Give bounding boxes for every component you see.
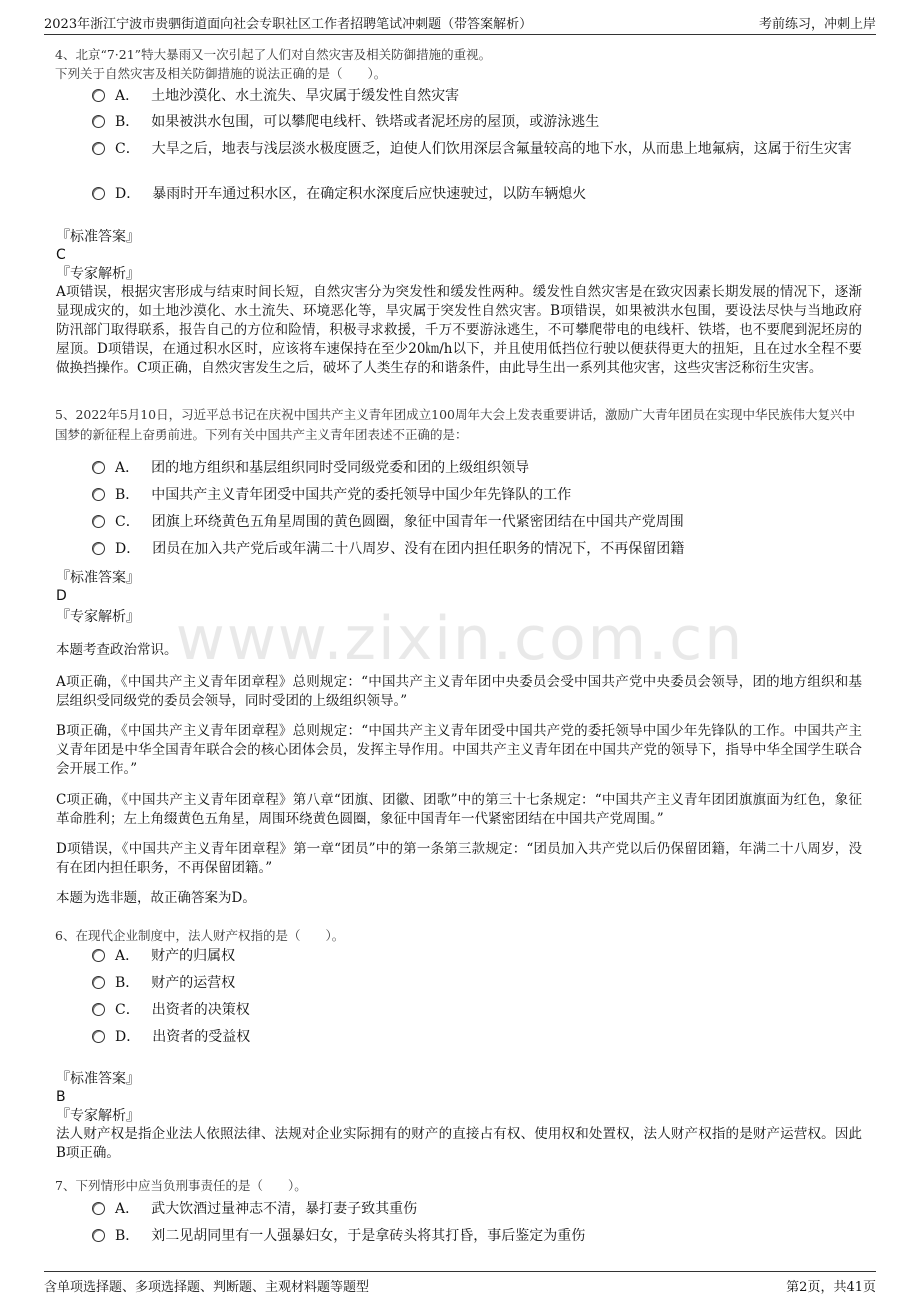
option-letter: B．	[115, 114, 140, 130]
radio-icon[interactable]	[92, 488, 105, 501]
option-text: 武大饮酒过量神志不清，暴打妻子致其重伤	[151, 1201, 418, 1217]
radio-icon[interactable]	[92, 976, 105, 989]
radio-icon[interactable]	[92, 1030, 105, 1043]
q4-analysis-label: 『专家解析』	[56, 266, 140, 282]
q7-option-a[interactable]	[92, 1196, 867, 1222]
q4-answer-label: 『标准答案』	[56, 229, 140, 245]
option-text: 大旱之后，地表与浅层淡水极度匮乏，迫使人们饮用深层含氟量较高的地下水，从而患上地氟病，这属于衍生灾害	[151, 141, 852, 157]
option-text: 团的地方组织和基层组织同时受同级党委和团的上级组织领导	[151, 460, 530, 476]
q6-answer: B	[56, 1089, 66, 1105]
option-letter: D．	[115, 186, 141, 202]
q4-answer: C	[56, 247, 66, 263]
q5-analysis-label: 『专家解析』	[56, 609, 140, 625]
radio-icon[interactable]	[92, 142, 105, 155]
option-text: 土地沙漠化、水土流失、旱灾属于缓发性自然灾害	[151, 88, 460, 104]
q6-answer-label: 『标准答案』	[56, 1071, 140, 1087]
q5-analysis-conclusion: 本题为选非题，故正确答案为D。	[56, 890, 256, 906]
option-text: 财产的运营权	[151, 975, 236, 991]
q4-option-b[interactable]	[92, 109, 867, 135]
page-footer	[44, 1271, 876, 1296]
option-text: 暴雨时开车通过积水区，在确定积水深度后应快速驶过，以防车辆熄火	[152, 186, 587, 202]
q5-stem: 5、2022年5月10日，习近平总书记在庆祝中国共产主义青年团成立100周年大会上发表重要讲话，激励广大青年团员在实现中华民族伟大复兴中国梦的新征程上奋勇前进。下列有关中国共产主义青年团表述不正确的是：	[55, 407, 855, 442]
page-number: 第2页，共41页	[786, 1280, 876, 1295]
option-text: 团员在加入共产党后或年满二十八周岁、没有在团内担任职务的情况下，不再保留团籍	[152, 541, 685, 557]
q4-stem-line1: 4、北京“7·21”特大暴雨又一次引起了人们对自然灾害及相关防御措施的重视。	[55, 47, 492, 62]
option-letter: A．	[115, 460, 140, 476]
q5-option-c[interactable]	[92, 509, 867, 535]
header-title: 2023年浙江宁波市贵驷街道面向社会专职社区工作者招聘笔试冲刺题（带答案解析）	[44, 17, 533, 32]
q6-option-b[interactable]	[92, 970, 867, 996]
radio-icon[interactable]	[92, 1003, 105, 1016]
q5-analysis-a: A项正确，《中国共产主义青年团章程》总则规定：“中国共产主义青年团中央委员会受中国共产党中央委员会领导，团的地方组织和基层组织受同级党的委员会领导，同时受团的上级组织领导。”	[56, 674, 862, 709]
option-letter: A．	[115, 1201, 140, 1217]
q6-analysis-label: 『专家解析』	[56, 1108, 140, 1124]
q6-option-c[interactable]	[92, 997, 867, 1023]
q5-analysis-intro: 本题考查政治常识。	[56, 642, 178, 658]
option-letter: D．	[115, 541, 141, 557]
radio-icon[interactable]	[92, 1229, 105, 1242]
q5-analysis-d: D项错误，《中国共产主义青年团章程》第一章“团员”中的第一条第三款规定：“团员加入共产党以后仍保留团籍，年满二十八周岁，没有在团内担任职务，不再保留团籍。”	[56, 841, 862, 876]
option-letter: B．	[115, 1228, 140, 1244]
q4-option-a[interactable]	[92, 83, 867, 109]
q6-option-d[interactable]	[92, 1024, 867, 1050]
radio-icon[interactable]	[92, 115, 105, 128]
radio-icon[interactable]	[92, 461, 105, 474]
option-letter: B．	[115, 975, 140, 991]
q5-answer: D	[56, 588, 67, 604]
radio-icon[interactable]	[92, 1202, 105, 1215]
watermark: www.zixin.com.cn	[175, 604, 745, 674]
q6-stem: 6、在现代企业制度中，法人财产权指的是（ ）。	[55, 928, 345, 943]
radio-icon[interactable]	[92, 187, 105, 200]
option-text: 财产的归属权	[151, 948, 236, 964]
option-letter: C．	[115, 1002, 140, 1018]
option-letter: A．	[115, 88, 140, 104]
q4-stem-line2: 下列关于自然灾害及相关防御措施的说法正确的是（ ）。	[55, 66, 387, 81]
q4-analysis: A项错误，根据灾害形成与结束时间长短，自然灾害分为突发性和缓发性两种。缓发性自然灾害是在致灾因素长期发展的情况下，逐渐显现成灾的，如土地沙漠化、水土流失、环境恶化等，旱灾属于突发性自然灾害。B项错误，如果被洪水包围，要设法尽快与当地政府防汛部门取得联系，报告自己的方位和险情，积极寻求救援，千万不要游泳逃生，不可攀爬带电的电线杆、铁塔，也不要爬到泥坯房的屋顶。D项错误，在通过积水区时，应该将车速保持在至少20㎞/h以下，并且使用低挡位行驶以便获得更大的扭矩，且在过水全程不要做换挡操作。C项正确，自然灾害发生之后，破坏了人类生存的和谐条件，由此导生出一系列其他灾害，这些灾害泛称衍生灾害。	[56, 284, 862, 376]
option-letter: C．	[115, 141, 140, 157]
footer-question-types: 含单项选择题、多项选择题、判断题、主观材料题等题型	[44, 1280, 370, 1295]
option-text: 团旗上环绕黄色五角星周围的黄色圆圈，象征中国青年一代紧密团结在中国共产党周围	[151, 514, 684, 530]
q7-stem: 7、下列情形中应当负刑事责任的是（ ）。	[55, 1178, 307, 1193]
q6-option-a[interactable]	[92, 943, 867, 969]
option-letter: C．	[115, 514, 140, 530]
radio-icon[interactable]	[92, 89, 105, 102]
q5-analysis-c: C项正确，《中国共产主义青年团章程》第八章“团旗、团徽、团歌”中的第三十七条规定：“中国共产主义青年团团旗旗面为红色，象征革命胜利；左上角缀黄色五角星，周围环绕黄色圆圈，象征中国青年一代紧密团结在中国共产党周围。”	[56, 792, 862, 827]
header-slogan: 考前练习，冲刺上岸	[758, 17, 876, 32]
radio-icon[interactable]	[92, 949, 105, 962]
q5-option-b[interactable]	[92, 482, 867, 508]
option-text: 出资者的决策权	[151, 1002, 250, 1018]
q6-analysis: 法人财产权是指企业法人依照法律、法规对企业实际拥有的财产的直接占有权、使用权和处置权，法人财产权指的是财产运营权。因此B项正确。	[56, 1126, 862, 1161]
option-text: 如果被洪水包围，可以攀爬电线杆、铁塔或者泥坯房的屋顶，或游泳逃生	[151, 114, 600, 130]
q4-option-c[interactable]	[92, 136, 867, 162]
q4-option-d[interactable]	[92, 181, 867, 207]
option-letter: D．	[115, 1029, 141, 1045]
option-text: 中国共产主义青年团受中国共产党的委托领导中国少年先锋队的工作	[151, 487, 572, 503]
radio-icon[interactable]	[92, 515, 105, 528]
q5-option-d[interactable]	[92, 536, 867, 562]
q5-option-a[interactable]	[92, 455, 867, 481]
option-letter: A．	[115, 948, 140, 964]
q5-analysis-b: B项正确，《中国共产主义青年团章程》总则规定：“中国共产主义青年团受中国共产党的委托领导中国少年先锋队的工作。中国共产主义青年团是中华全国青年联合会的核心团体会员，发挥主导作用。中国共产主义青年团在中国共产党的领导下，指导中华全国学生联合会开展工作。”	[56, 723, 862, 777]
q7-option-b[interactable]	[92, 1223, 867, 1249]
page-header	[44, 10, 876, 35]
option-text: 出资者的受益权	[152, 1029, 251, 1045]
q5-answer-label: 『标准答案』	[56, 570, 140, 586]
option-text: 刘二见胡同里有一人强暴妇女，于是拿砖头将其打昏，事后鉴定为重伤	[151, 1228, 586, 1244]
radio-icon[interactable]	[92, 542, 105, 555]
option-letter: B．	[115, 487, 140, 503]
